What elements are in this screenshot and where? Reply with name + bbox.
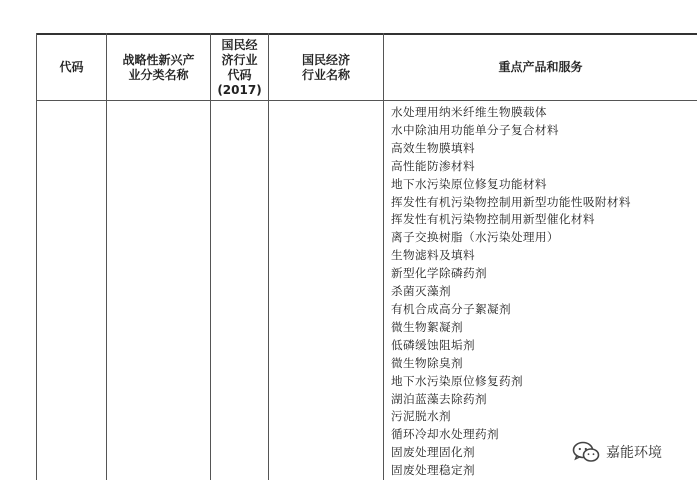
list-item: 高效生物膜填料: [391, 140, 475, 155]
header-text-line: 国民经济: [301, 52, 350, 67]
header-text-line: 业分类名称: [128, 67, 189, 82]
column-divider: [210, 33, 211, 480]
header-industry-name: [269, 35, 383, 100]
list-item: 地下水污染原位修复药剂: [391, 373, 523, 388]
header-bottom-border: [36, 100, 697, 101]
product-list: [391, 104, 631, 480]
column-divider: [36, 33, 37, 480]
watermark: [572, 440, 662, 464]
list-item: 杀菌灭藻剂: [391, 284, 451, 299]
list-item: 生物滤料及填料: [391, 248, 475, 263]
list-item: 离子交换树脂（水污染处理用）: [391, 230, 559, 245]
header-products: [384, 35, 697, 100]
list-item: 地下水污染原位修复功能材料: [391, 176, 547, 191]
list-item: 水处理用纳米纤维生物膜载体: [391, 105, 547, 119]
header-text-line: 代码: [227, 67, 252, 82]
header-text-line: 济行业: [221, 52, 258, 67]
list-item: 微生物除臭剂: [391, 355, 463, 370]
header-category-name: [107, 35, 210, 100]
list-item: 有机合成高分子絮凝剂: [391, 301, 511, 316]
list-item: 湖泊蓝藻去除药剂: [391, 391, 487, 406]
header-text-line: 战略性新兴产: [122, 52, 195, 67]
list-item: 污泥脱水剂: [391, 409, 451, 424]
list-item: 固废处理稳定剂: [391, 463, 475, 478]
list-item: 挥发性有机污染物控制用新型催化材料: [391, 212, 595, 227]
list-item: 新型化学除磷药剂: [391, 266, 487, 281]
header-text-line: 行业名称: [301, 67, 350, 82]
header-code-text: 代码: [59, 60, 84, 74]
list-item: 高性能防渗材料: [391, 158, 475, 173]
wechat-icon: [572, 440, 600, 464]
header-text-line: 国民经: [221, 37, 258, 52]
header-code: [37, 35, 106, 100]
list-item: 挥发性有机污染物控制用新型功能性吸附材料: [391, 194, 631, 209]
list-item: 低磷缓蚀阻垢剂: [391, 337, 475, 352]
header-industry-code: [211, 35, 268, 100]
header-products-text: 重点产品和服务: [498, 60, 583, 74]
column-divider: [268, 33, 269, 480]
column-divider: [106, 33, 107, 480]
column-divider: [383, 33, 384, 480]
list-item: 微生物絮凝剂: [391, 319, 463, 334]
list-item: 水中除油用功能单分子复合材料: [391, 122, 559, 137]
list-item: 循环冷却水处理药剂: [391, 427, 499, 442]
watermark-text: 嘉能环境: [606, 445, 662, 461]
header-text-line: (2017): [217, 82, 262, 97]
list-item: 固废处理固化剂: [391, 445, 475, 460]
